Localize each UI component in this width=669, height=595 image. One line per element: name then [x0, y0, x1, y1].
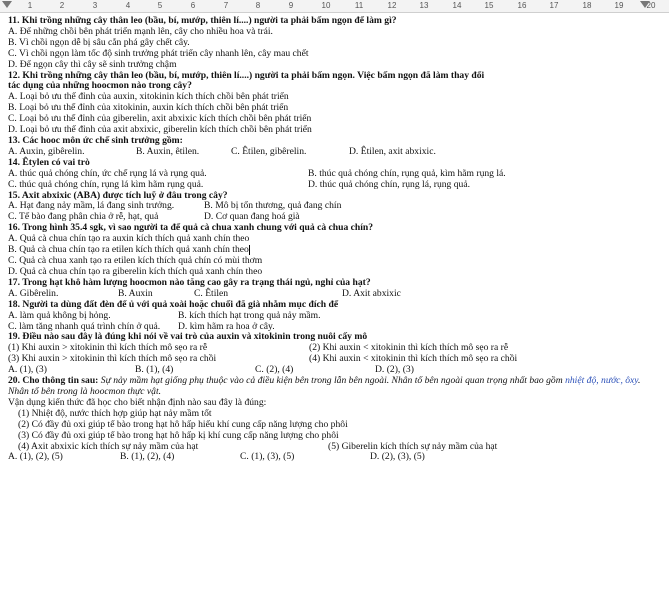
statement: (3) Khi auxin > xitokinin thì kích thích mô sẹo ra chồi — [8, 353, 217, 365]
answer-option: A. Hạt đang nảy mầm, lá đang sinh trưởng. — [8, 200, 175, 212]
answer-option: C. thúc quả chóng chín, rụng lá kìm hãm rụng quả. — [8, 178, 204, 190]
answer-option: C. Êtilen — [194, 287, 229, 299]
answer-option: B. Auxin — [118, 287, 153, 299]
answer-option: B. kích thích hạt trong quả nảy mầm. — [178, 309, 321, 321]
answer-option: C. (2), (4) — [255, 364, 294, 376]
answer-option: B. Mô bị tổn thương, quả đang chín — [204, 200, 342, 212]
answer-option: B. Loại bỏ ưu thế đỉnh của xitokinin, auxin kích thích chồi bên phát triển — [8, 102, 289, 114]
ruler-mark: 13 — [419, 1, 429, 10]
ruler-mark: 12 — [387, 1, 397, 10]
ruler-mark: 2 — [59, 1, 65, 10]
ruler-mark: 15 — [484, 1, 494, 10]
ruler-mark: 16 — [517, 1, 527, 10]
question-title: 17. Trong hạt khô hàm lượng hoocmon nào tăng cao gây ra trạng thái ngủ, nghỉ của hạt? — [8, 276, 371, 288]
answer-row — [8, 169, 660, 180]
answer-option: B. Auxin, êtilen. — [136, 145, 200, 157]
ruler-mark: 17 — [549, 1, 559, 10]
statement: (5) Giberelin kích thích sự nảy mầm của hạt — [328, 440, 498, 452]
ruler-mark: 10 — [321, 1, 331, 10]
answer-row — [8, 147, 660, 158]
question-title: 20. Cho thông tin sau: — [8, 375, 99, 387]
statement: (2) Khi auxin < xitokinin thì kích thích mô sẹo ra rễ — [309, 342, 509, 354]
statement: (3) Có đầy đủ oxi giúp tế bào trong hạt hô hấp kị khí cung cấp năng lượng cho phôi — [18, 429, 339, 441]
statement-row — [8, 354, 660, 365]
text-cursor — [249, 245, 250, 255]
answer-option: A. Gibêrelin. — [8, 287, 59, 299]
question-title: 13. Các hooc môn ức chế sinh trưởng gồm: — [8, 134, 183, 146]
answer-option: A. (1), (2), (5) — [8, 451, 63, 463]
ruler-mark: 4 — [125, 1, 131, 10]
ruler-mark: 5 — [157, 1, 163, 10]
answer-option: D. kìm hãm ra hoa ở cây. — [178, 320, 275, 332]
answer-option: D. Êtilen, axit abxixic. — [349, 145, 436, 157]
highlighted-text: nhiệt độ, nước, ôxy — [565, 375, 639, 387]
question-title: 19. Điều nào sau đây là đúng khi nói về vai trò của auxin và xitokinin trong nuôi cấy mô — [8, 331, 368, 343]
answer-option: B. Vì chồi ngọn dễ bị sâu cắn phá gây chết cây. — [8, 36, 190, 48]
ruler-mark: 14 — [452, 1, 462, 10]
answer-option: A. Quả cà chua chín tạo ra auxin kích thích quả xanh chín theo — [8, 233, 250, 245]
ruler-mark: 7 — [223, 1, 229, 10]
answer-option: C. Êtilen, gibêrelin. — [231, 145, 307, 157]
statement: (4) Axit abxixic kích thích sự nảy mầm của hạt — [18, 440, 199, 452]
statement: (1) Khi auxin > xitokinin thì kích thích mô sẹo ra rễ — [8, 342, 208, 354]
statement: (4) Khi auxin < xitokinin thì kích thích mô sẹo ra chồi — [309, 353, 518, 365]
ruler-mark: 1 — [27, 1, 33, 10]
question-20-intro — [8, 376, 660, 398]
answer-option: A. Để những chồi bên phát triển mạnh lên, cây cho nhiều hoa và trái. — [8, 25, 273, 37]
ruler-mark: 20 — [646, 1, 656, 10]
statement: (2) Có đầy đủ oxi giúp tế bào trong hạt hô hấp hiếu khí cung cấp năng lượng cho phôi — [18, 418, 348, 430]
answer-option: C. Tế bào đang phân chia ở rễ, hạt, quả — [8, 211, 159, 223]
answer-option: A. thúc quả chóng chín, ức chế rụng lá và rụng quả. — [8, 167, 207, 179]
statement: (1) Nhiệt độ, nước thích hợp giúp hạt nảy mầm tốt — [18, 407, 212, 419]
question-title: 12. Khi trồng những cây thân leo (bầu, bí, mướp, thiên lí....) người ta phải bấm ngọn. Việc bấm ngọn đã làm thay đổi — [8, 69, 485, 81]
answer-row — [8, 452, 660, 463]
ruler-mark: 9 — [288, 1, 294, 10]
answer-option: C. Loại bỏ ưu thế đỉnh của giberelin, axit abxixic kích thích chồi bên phát triển — [8, 113, 312, 125]
answer-option: D. thúc quả chóng chín, rụng lá, rụng quả. — [308, 178, 470, 190]
answer-option: B. thúc quả chóng chín, rụng quả, kìm hãm rụng lá. — [308, 167, 506, 179]
question-title: 15. Axit abxixic (ABA) được tích luỹ ở đâu trong cây? — [8, 189, 228, 201]
answer-option: A. Loại bỏ ưu thế đỉnh của auxin, xitokinin kích thích chồi bên phát triển — [8, 91, 289, 103]
ruler-mark: 6 — [190, 1, 196, 10]
ruler-mark: 11 — [354, 1, 364, 10]
answer-option: A. làm quả không bị hỏng. — [8, 309, 111, 321]
question-title-continued: tác dụng của những hoocmon nào trong cây? — [8, 80, 192, 92]
question-title: 11. Khi trồng những cây thân leo (bầu, bí, mướp, thiên lí....) người ta phải bấm ngọn để làm gì? — [8, 15, 397, 26]
document-page[interactable] — [8, 16, 660, 463]
answer-option: A. Auxin, gibêrelin. — [8, 145, 85, 157]
ruler-mark: 19 — [614, 1, 624, 10]
answer-option: C. Vì chồi ngọn làm tốc độ sinh trưởng phát triển cây nhanh lên, cây mau chết — [8, 47, 309, 59]
statement-row — [8, 442, 660, 453]
answer-option: D. Để ngọn cây thì cây sẽ sinh trưởng chậm — [8, 58, 177, 70]
answer-row — [8, 311, 660, 322]
right-indent-marker-icon[interactable] — [640, 1, 650, 8]
answer-option-text: B. Quả cà chua chín tạo ra etilen kích thích quả xanh chín theo — [8, 244, 249, 256]
ruler-mark: 18 — [582, 1, 592, 10]
answer-row — [8, 180, 660, 191]
answer-option: D. Cơ quan đang hoá già — [204, 211, 300, 223]
answer-option: C. Quả cà chua xanh tạo ra etilen kích thích quả chín có mùi thơm — [8, 255, 263, 267]
answer-option: D. (2), (3) — [375, 364, 414, 376]
question-context — [8, 375, 640, 397]
question-title: 16. Trong hình 35.4 sgk, vì sao người ta để quả cà chua xanh chung với quả cà chua chín? — [8, 222, 374, 234]
answer-option: B. (1), (2), (4) — [120, 451, 175, 463]
ruler-mark: 3 — [92, 1, 98, 10]
horizontal-ruler[interactable] — [0, 0, 669, 13]
answer-option: A. (1), (3) — [8, 364, 47, 376]
answer-option: C. (1), (3), (5) — [240, 451, 295, 463]
context-text: Sự nảy mầm hạt giống phụ thuộc vào cả điều kiện bên trong lẫn bên ngoài. Nhân tố bên ngoài quan trọng nhất bao gồm — [100, 375, 563, 387]
left-indent-marker-icon[interactable] — [2, 1, 12, 8]
question-title: 18. Người ta dùng đất đèn để ủ với quả xoài hoặc chuối đã già nhằm mục đích để — [8, 298, 339, 310]
answer-option: D. (2), (3), (5) — [370, 451, 425, 463]
answer-option: D. Loại bỏ ưu thế đỉnh của axit abxixic, giberelin kích thích chồi bên phát triển — [8, 124, 312, 136]
ruler-mark: 8 — [255, 1, 261, 10]
context-text: . Nhân tố bên trong là hoocmon thực vật. — [8, 375, 641, 398]
answer-option: D. Axit abxixic — [342, 287, 401, 299]
answer-option: D. Quả cà chua chín tạo ra giberelin kích thích quả xanh chín theo — [8, 266, 263, 278]
answer-option: B. (1), (4) — [135, 364, 174, 376]
question-title: 14. Êtylen có vai trò — [8, 156, 90, 168]
question-prompt: Vận dụng kiến thức đã học cho biết nhận định nào sau đây là đúng: — [8, 396, 267, 408]
answer-option: C. làm tăng nhanh quá trình chín ở quả. — [8, 320, 161, 332]
